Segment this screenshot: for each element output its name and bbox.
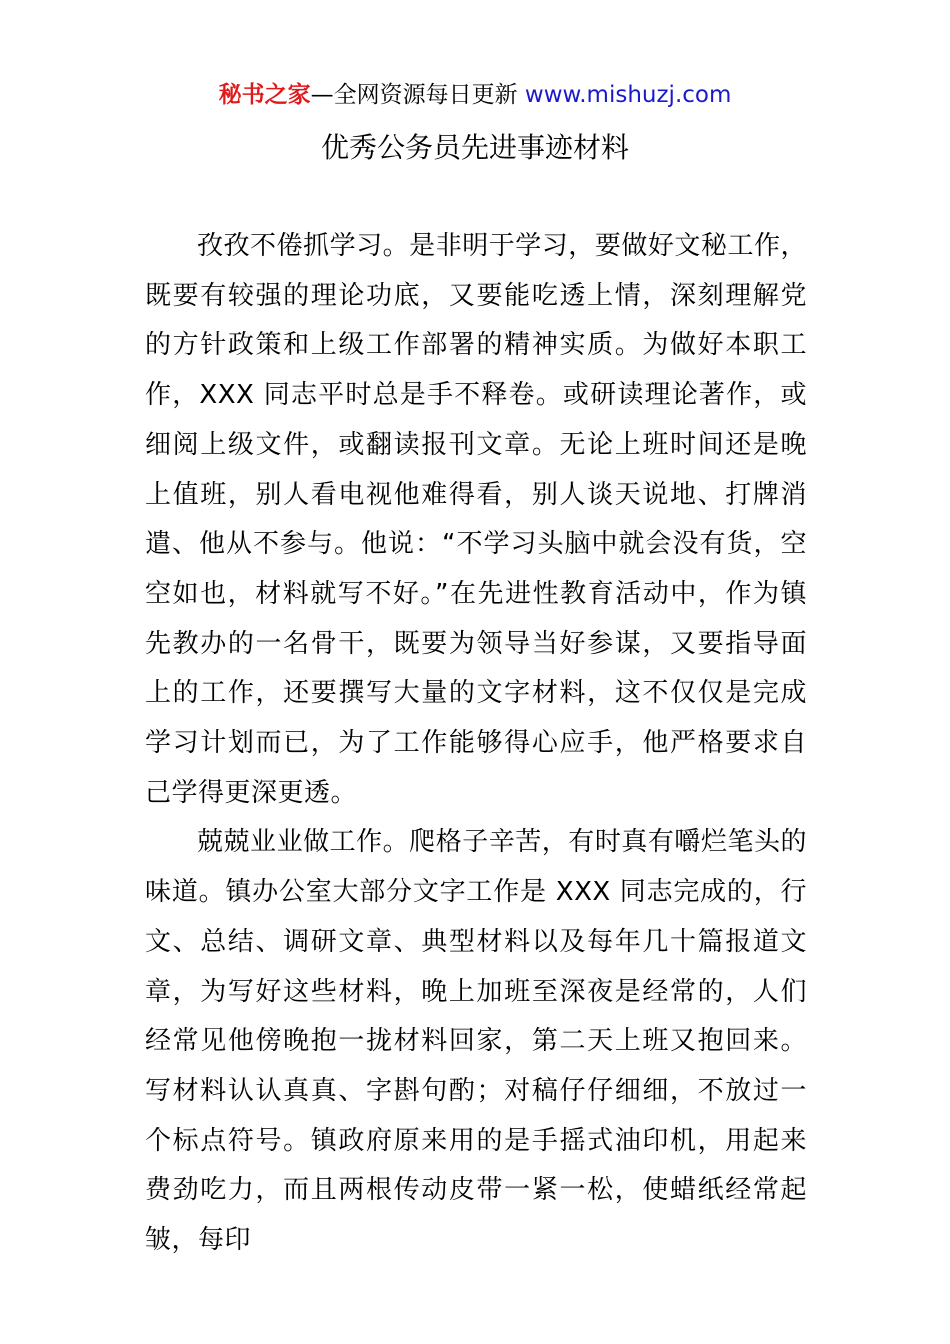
site-header — [0, 78, 950, 112]
site-tagline: —全网资源每日更新 — [310, 82, 518, 108]
document-title: 优秀公务员先进事迹材料 — [320, 131, 629, 164]
document-body — [145, 222, 807, 1266]
site-brand: 秘书之家 — [218, 82, 311, 108]
site-url-link[interactable]: www.mishuzj.com — [524, 82, 732, 108]
paragraph-study: 孜孜不倦抓学习。是非明于学习，要做好文秘工作，既要有较强的理论功底，又要能吃透上情，深刻理解党的方针政策和上级工作部署的精神实质。为做好本职工作，XXX 同志平时总是手不释卷。或研读理论著作，或细阅上级文件，或翻读报刊文章。无论上班时间还是晚上值班，别人看电视他难得看，别人谈天说地、打牌消遣、他从不参与。他说：“不学习头脑中就会没有货，空空如也，材料就写不好。”在先进性教育活动中，作为镇先教办的一名骨干，既要为领导当好参谋，又要指导面上的工作，还要撰写大量的文字材料，这不仅仅是完成学习计划而已，为了工作能够得心应手，他严格要求自己学得更深更透。 — [145, 231, 807, 808]
paragraph-work: 兢兢业业做工作。爬格子辛苦，有时真有嚼烂笔头的味道。镇办公室大部分文字工作是 XXX 同志完成的，行文、总结、调研文章、典型材料以及每年几十篇报道文章，为写好这些材料，晚上加班至深夜是经常的，人们经常见他傍晚抱一拢材料回家，第二天上班又抱回来。写材料认认真真、字斟句酌；对稿仔仔细细，不放过一个标点符号。镇政府原来用的是手摇式油印机，用起来费劲吃力，而且两根传动皮带一紧一松，使蜡纸经常起皱，每印 — [145, 827, 807, 1256]
